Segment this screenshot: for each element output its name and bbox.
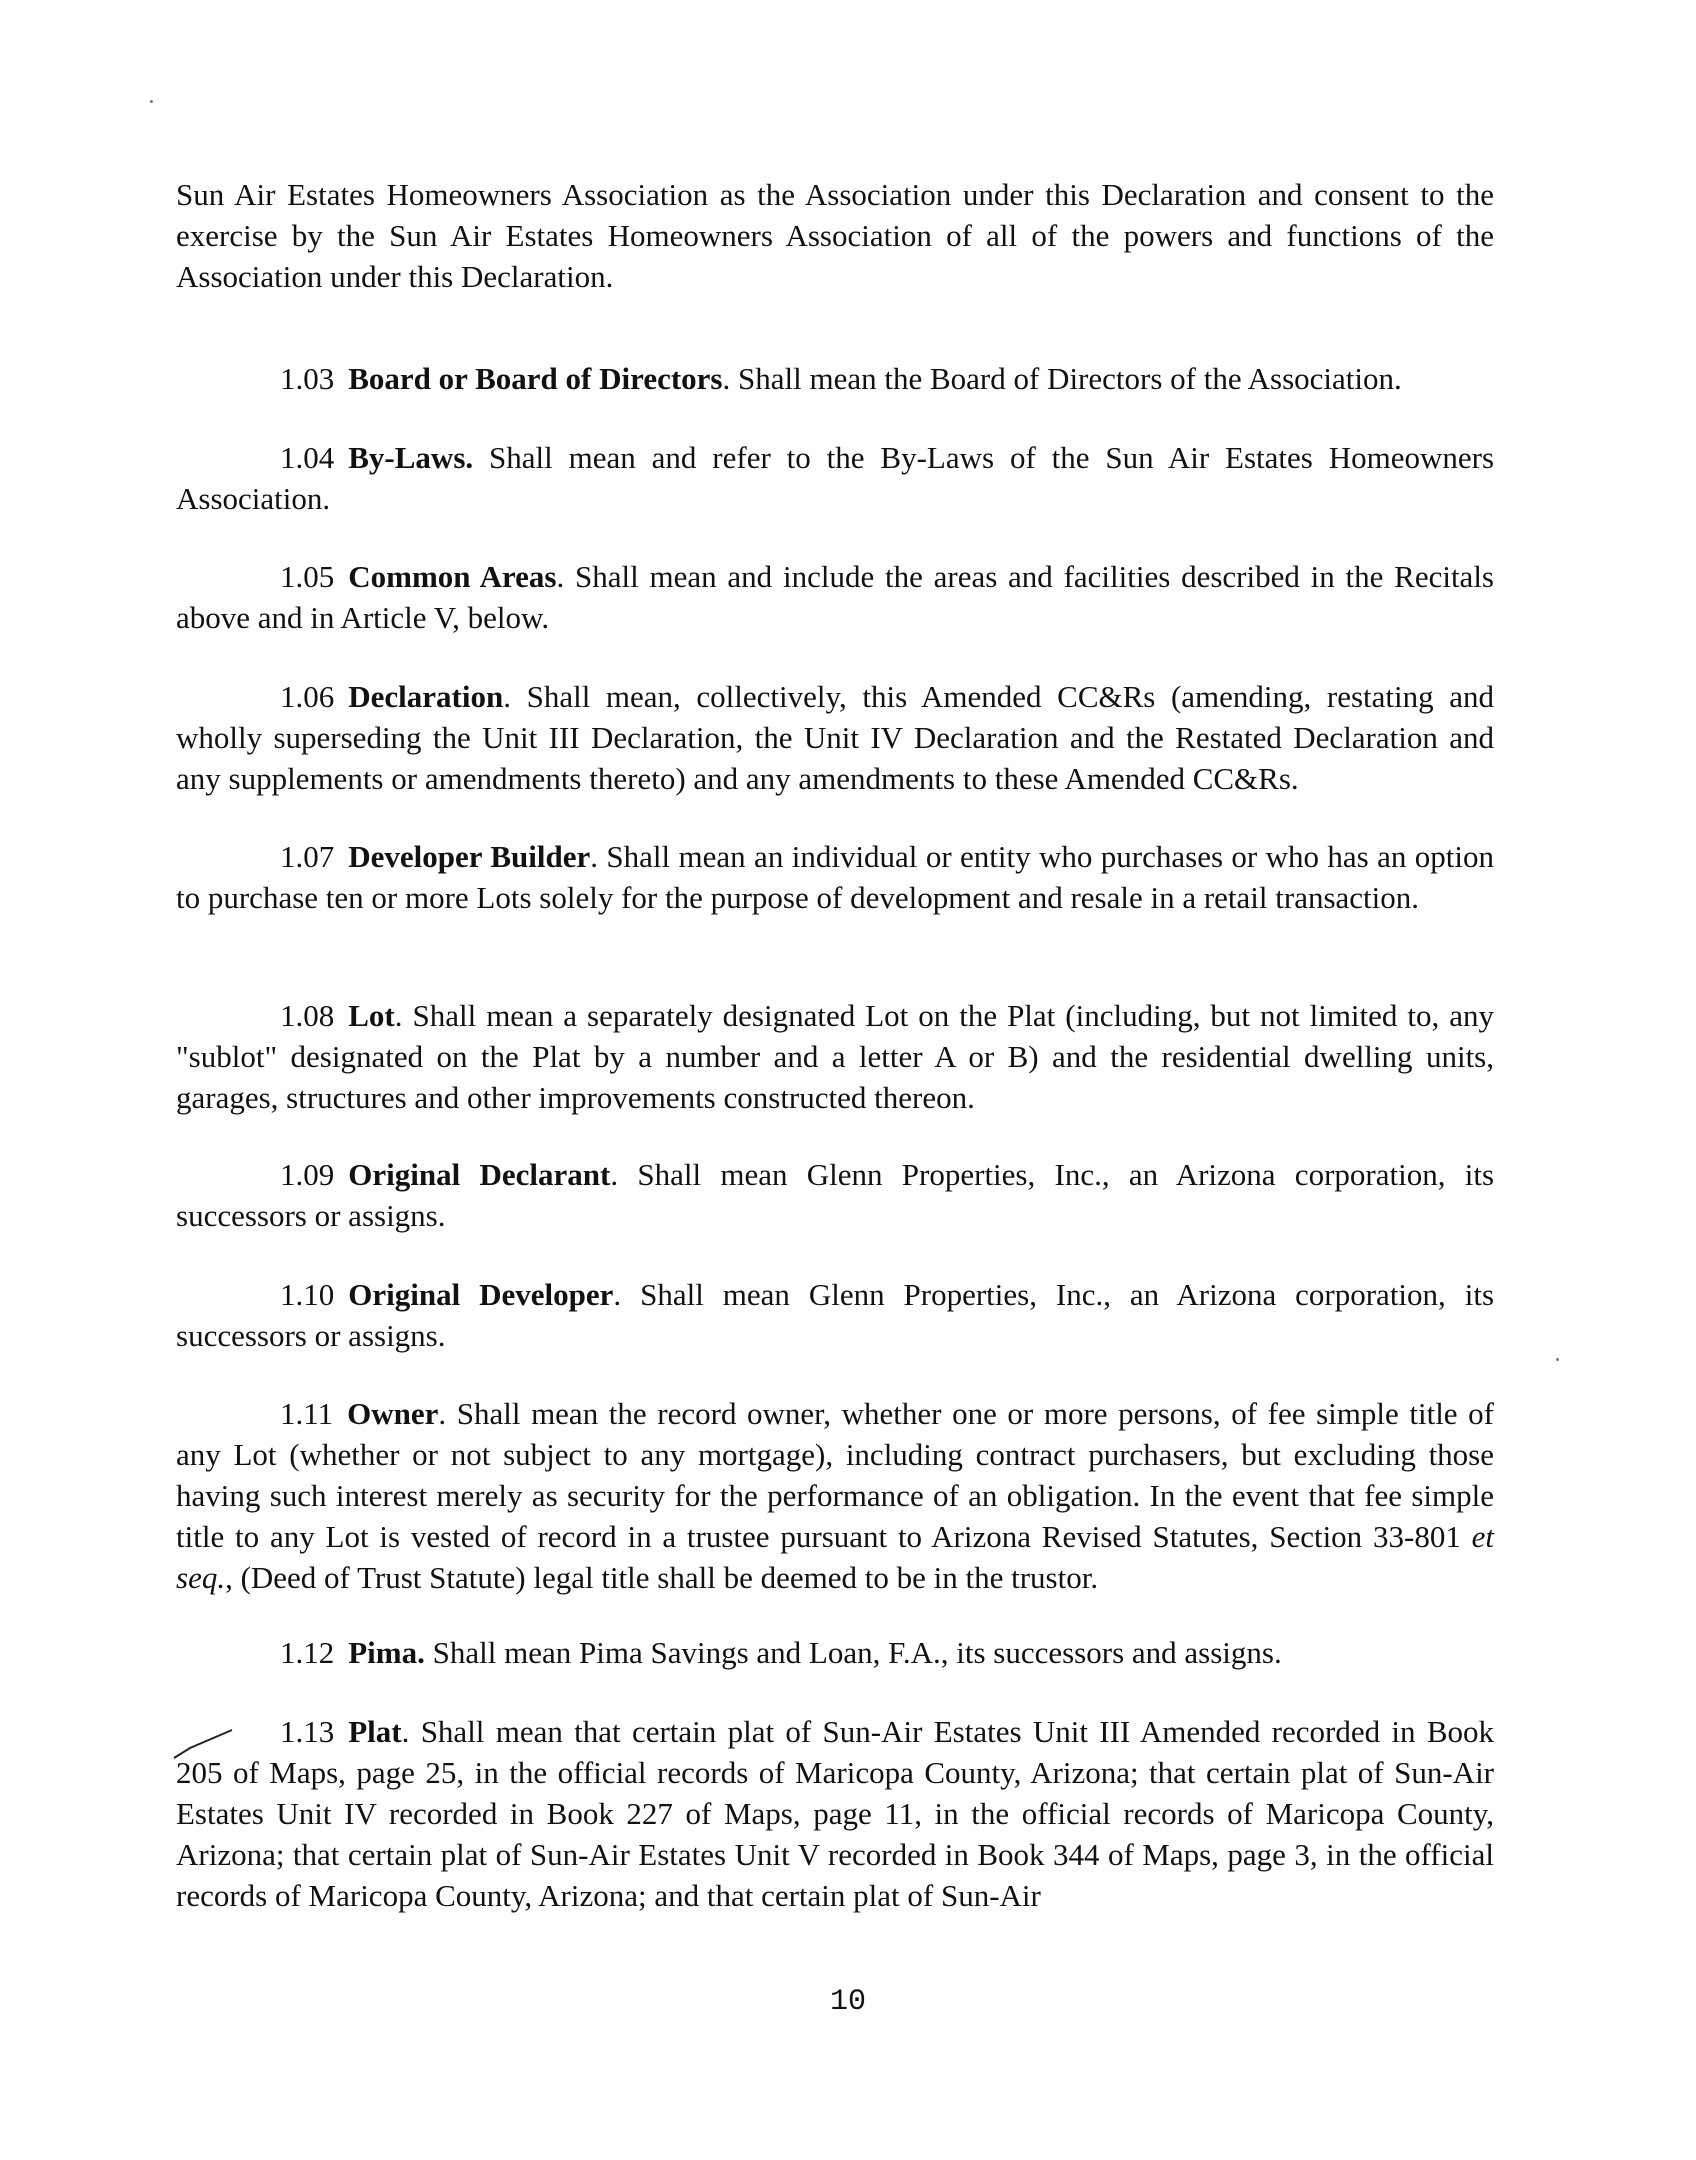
defined-term: Plat [348, 1714, 402, 1749]
definition-text: Shall mean the Board of Directors of the Association. [738, 361, 1402, 396]
defined-term: By-Laws. [348, 440, 474, 475]
definition-text: Shall mean Glenn Properties, Inc., an Arizona corporation, its successors or assigns. [176, 1157, 1495, 1233]
definition-text: Shall mean an individual or entity who purchases or who has an option to purchase ten or more Lots solely for the purpose of development and resale in a retail transaction. [176, 839, 1495, 915]
term-punctuation: . [394, 998, 403, 1033]
definition-text: Shall mean and include the areas and facilities described in the Recitals above and in Article V, below. [176, 559, 1494, 635]
definition-text: Shall mean and refer to the By-Laws of the Sun Air Estates Homeowners Association. [176, 440, 1495, 516]
section-1-04 [176, 437, 1494, 519]
defined-term: Board or Board of Directors [348, 361, 723, 396]
defined-term: Original Developer [348, 1277, 614, 1312]
section-number: 1.03 [280, 361, 335, 396]
term-punctuation: . [590, 839, 599, 874]
definition-text: Shall mean, collectively, this Amended CC&Rs (amending, restating and wholly superseding the Unit III Declaration, the Unit IV Declaration and the Restated Declaration and any supplements or amendments thereto) and any amendments to these Amended CC&Rs. [176, 679, 1494, 796]
section-1-07 [176, 836, 1494, 918]
defined-term: Common Areas [348, 559, 557, 594]
section-number: 1.05 [280, 559, 335, 594]
definition-text: Shall mean a separately designated Lot on the Plat (including, but not limited to, any "sublot" designated on the Plat by a number and a letter A or B) and the residential dwelling units, garages, structures and other improvements constructed thereon. [176, 998, 1494, 1115]
defined-term: Developer Builder [348, 839, 591, 874]
definition-italic: et seq. [176, 1519, 1495, 1595]
term-punctuation: . [610, 1157, 619, 1192]
definition-text: Shall mean the record owner, whether one or more persons, of fee simple title of any Lot (whether or not subject to any mortgage), including contract purchasers, but excluding those having such interest merely as security for the performance of an obligation. In the event that fee simple title to any Lot is vested of record in a trustee pursuant to Arizona Revised Statutes, Section 33-801 [176, 1396, 1494, 1554]
scan-speck [150, 100, 153, 103]
section-number: 1.04 [280, 440, 335, 475]
term-punctuation: . [401, 1714, 410, 1749]
defined-term: Owner [347, 1396, 439, 1431]
definition-text: Shall mean Pima Savings and Loan, F.A., its successors and assigns. [432, 1635, 1282, 1670]
defined-term: Original Declarant [348, 1157, 611, 1192]
term-punctuation: . [438, 1396, 447, 1431]
section-1-10 [176, 1274, 1494, 1356]
section-1-12 [176, 1632, 1494, 1673]
section-1-03 [176, 358, 1494, 399]
section-number: 1.07 [280, 839, 335, 874]
section-number: 1.11 [280, 1396, 334, 1431]
intro-paragraph: Sun Air Estates Homeowners Association as the Association under this Declaration and consent to the exercise by the Sun Air Estates Homeowners Association of all of the powers and functions of the Association under this Declaration. [176, 177, 1494, 294]
section-number: 1.12 [280, 1635, 335, 1670]
defined-term: Lot [348, 998, 395, 1033]
section-number: 1.10 [280, 1277, 335, 1312]
term-punctuation: . [503, 679, 511, 714]
section-number: 1.13 [280, 1714, 335, 1749]
definition-text-after: , (Deed of Trust Statute) legal title shall be deemed to be in the trustor. [225, 1560, 1099, 1595]
section-1-13 [176, 1711, 1494, 1916]
term-punctuation: . [613, 1277, 622, 1312]
defined-term: Pima. [348, 1635, 425, 1670]
section-1-09 [176, 1154, 1494, 1236]
section-number: 1.08 [280, 998, 335, 1033]
section-number: 1.09 [280, 1157, 335, 1192]
term-punctuation: . [556, 559, 565, 594]
definition-text: Shall mean Glenn Properties, Inc., an Arizona corporation, its successors or assigns. [176, 1277, 1495, 1353]
defined-term: Declaration [348, 679, 504, 714]
section-1-05 [176, 556, 1494, 638]
term-punctuation: . [722, 361, 731, 396]
page-number: 10 [829, 1985, 866, 2019]
section-1-08 [176, 995, 1494, 1118]
definition-text: Shall mean that certain plat of Sun-Air Estates Unit III Amended recorded in Book 205 of Maps, page 25, in the official records of Maricopa County, Arizona; that certain plat of Sun-Air Estates Unit IV recorded in Book 227 of Maps, page 11, in the official records of Maricopa County, Arizona; that certain plat of Sun-Air Estates Unit V recorded in Book 344 of Maps, page 3, in the official records of Maricopa County, Arizona; and that certain plat of Sun-Air [176, 1714, 1494, 1913]
section-1-11 [176, 1393, 1494, 1598]
section-1-06 [176, 676, 1494, 799]
section-number: 1.06 [280, 679, 335, 714]
scan-speck [1556, 1358, 1559, 1361]
